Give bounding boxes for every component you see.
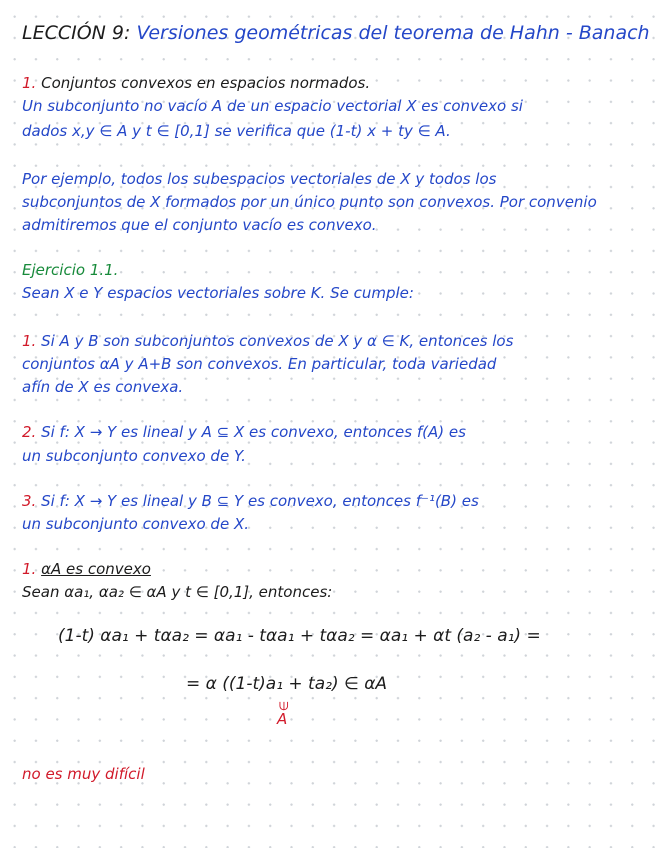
margin-note: no es muy difícil	[22, 765, 145, 783]
exercise-item-3-line-2: un subconjunto convexo de X.	[22, 515, 249, 533]
proof-heading	[22, 562, 151, 577]
item-number: 3.	[22, 492, 37, 510]
exercise-item-1-line-3: afín de X es convexa.	[22, 378, 184, 396]
membership-symbol: ∈	[277, 700, 292, 712]
definition-line-1: Un subconjunto no vacío A de un espacio vectorial X es convexo si	[22, 97, 523, 115]
example-line-2: subconjuntos de X formados por un único punto son convexos. Por convenio	[22, 193, 597, 211]
exercise-item-1-line-1	[22, 334, 513, 349]
exercise-item-3-line-1	[22, 494, 479, 509]
proof-number: 1.	[22, 560, 37, 578]
item-text: Si f: X → Y es lineal y A ⊆ X es convexo, entonces f(A) es	[41, 423, 466, 441]
exercise-item-2-line-1	[22, 425, 466, 440]
exercise-label: Ejercicio 1.1.	[22, 261, 119, 279]
item-number: 2.	[22, 423, 37, 441]
lesson-number: LECCIÓN 9:	[22, 22, 131, 44]
proof-title: αA es convexo	[41, 560, 151, 578]
item-text: Si f: X → Y es lineal y B ⊆ Y es convexo, entonces f⁻¹(B) es	[41, 492, 479, 510]
lesson-topic: Versiones geométricas del teorema de Hahn - Banach	[136, 22, 650, 44]
exercise-intro: Sean X e Y espacios vectoriales sobre K. Se cumple:	[22, 284, 414, 302]
equation-line-2: = α ((1-t)a₁ + ta₂) ∈ αA	[186, 674, 388, 694]
item-text: Si A y B son subconjuntos convexos de X y α ∈ K, entonces los	[41, 332, 514, 350]
proof-line-1: Sean αa₁, αa₂ ∈ αA y t ∈ [0,1], entonces:	[22, 583, 333, 601]
lesson-title	[22, 24, 650, 43]
section-heading	[22, 76, 370, 91]
exercise-item-2-line-2: un subconjunto convexo de Y.	[22, 447, 246, 465]
equation-line-1: (1-t) αa₁ + tαa₂ = αa₁ - tαa₁ + tαa₂ = αa₁ + αt (a₂ - a₁) =	[58, 626, 541, 646]
example-line-3: admitiremos que el conjunto vacío es convexo.	[22, 216, 377, 234]
exercise-item-1-line-2: conjuntos αA y A+B son convexos. En particular, toda variedad	[22, 355, 497, 373]
definition-line-2: dados x,y ∈ A y t ∈ [0,1] se verifica que (1-t) x + ty ∈ A.	[22, 122, 451, 140]
section-title: Conjuntos convexos en espacios normados.	[41, 74, 371, 92]
item-number: 1.	[22, 332, 37, 350]
set-annotation: A	[277, 710, 288, 728]
section-number: 1.	[22, 74, 37, 92]
example-line-1: Por ejemplo, todos los subespacios vectoriales de X y todos los	[22, 170, 497, 188]
